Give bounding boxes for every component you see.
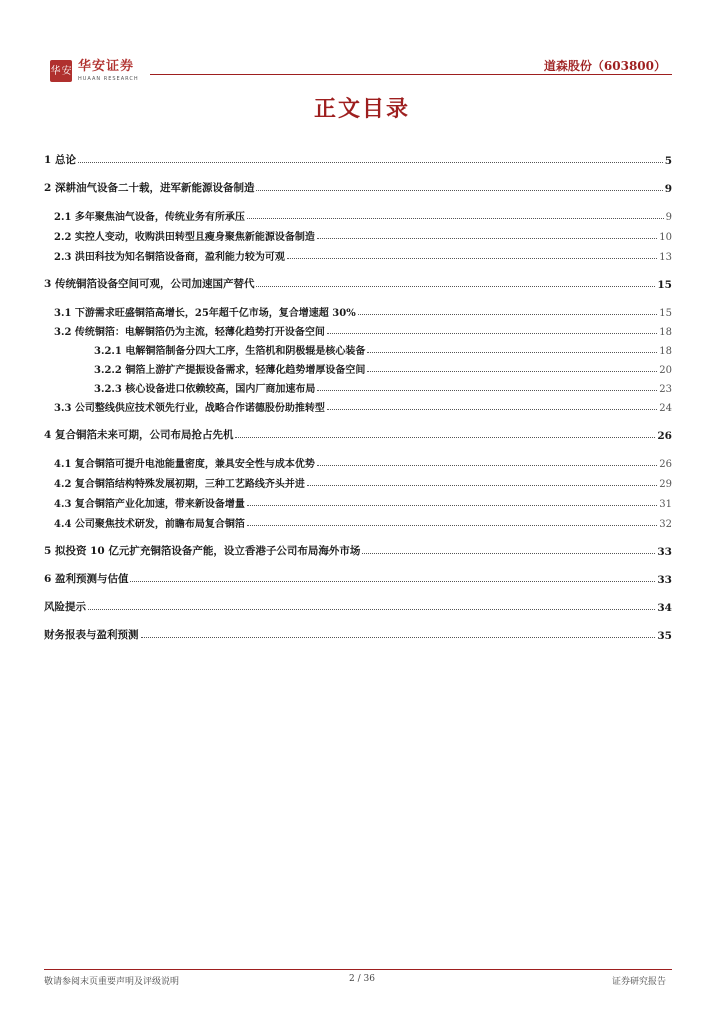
toc-dot-leader <box>317 465 657 466</box>
page-number: 2 / 36 <box>349 974 375 984</box>
toc-entry-page: 34 <box>657 602 672 614</box>
toc-entry-title: 3.2.3 核心设备进口依赖较高，国内厂商加速布局 <box>94 384 316 395</box>
toc-dot-leader <box>327 333 657 334</box>
toc-entry[interactable] <box>44 542 672 558</box>
toc-entry-title: 风险提示 <box>44 601 86 613</box>
page-title: 正文目录 <box>313 96 410 122</box>
toc-entry[interactable] <box>44 227 672 243</box>
toc-entry-page: 33 <box>657 574 672 586</box>
toc-dot-leader <box>130 581 655 582</box>
toc-dot-leader <box>235 437 655 438</box>
toc-entry-page: 32 <box>659 519 672 530</box>
toc-entry-page: 18 <box>659 346 672 357</box>
toc-entry-title: 5 拟投资 10 亿元扩充铜箔设备产能，设立香港子公司布局海外市场 <box>44 545 361 557</box>
toc-entry-page: 9 <box>664 183 672 195</box>
toc-dot-leader <box>247 505 657 506</box>
toc-entry-title: 3.3 公司整线供应技术领先行业，战略合作诺德股份助推转型 <box>54 403 325 414</box>
toc-entry[interactable] <box>44 398 672 414</box>
toc-entry[interactable] <box>44 426 672 442</box>
toc-dot-leader <box>287 258 657 259</box>
toc-entry-title: 2.1 多年聚焦油气设备，传统业务有所承压 <box>54 212 245 223</box>
toc-dot-leader <box>317 238 657 239</box>
toc-entry-page: 35 <box>657 630 672 642</box>
toc-entry-page: 23 <box>659 384 672 395</box>
logo-seal-icon: 华 安 <box>50 60 72 82</box>
toc-entry-title: 1 总论 <box>44 154 76 166</box>
toc-entry[interactable] <box>44 275 672 291</box>
table-of-contents <box>44 151 672 642</box>
toc-dot-leader <box>247 525 657 526</box>
toc-dot-leader <box>88 609 655 610</box>
toc-entry-page: 9 <box>665 212 672 223</box>
stock-name: 道森股份（603800） <box>543 59 666 73</box>
toc-entry[interactable] <box>44 360 672 376</box>
toc-dot-leader <box>367 352 657 353</box>
toc-entry[interactable] <box>44 598 672 614</box>
logo-name: 华安证券 <box>78 59 135 74</box>
toc-entry-page: 33 <box>657 546 672 558</box>
toc-entry-title: 4 复合铜箔未来可期，公司布局抢占先机 <box>44 429 234 441</box>
footer-divider <box>44 969 672 970</box>
toc-entry[interactable] <box>44 494 672 510</box>
toc-dot-leader <box>327 409 657 410</box>
toc-dot-leader <box>78 162 663 163</box>
toc-entry[interactable] <box>44 341 672 357</box>
toc-entry[interactable] <box>44 514 672 530</box>
toc-entry-page: 18 <box>659 327 672 338</box>
toc-entry[interactable] <box>44 322 672 338</box>
toc-entry[interactable] <box>44 474 672 490</box>
toc-entry-title: 财务报表与盈利预测 <box>44 629 139 641</box>
toc-dot-leader <box>256 190 662 191</box>
toc-entry-title: 6 盈利预测与估值 <box>44 573 129 585</box>
toc-entry-title: 2 深耕油气设备二十载，进军新能源设备制造 <box>44 182 255 194</box>
toc-entry-page: 26 <box>659 459 672 470</box>
toc-entry-page: 15 <box>657 279 672 291</box>
toc-entry-title: 3.2.1 电解铜箔制备分四大工序，生箔机和阴极辊是核心装备 <box>94 346 366 357</box>
toc-dot-leader <box>247 218 664 219</box>
toc-entry[interactable] <box>44 454 672 470</box>
header-divider <box>150 74 672 75</box>
toc-entry[interactable] <box>44 379 672 395</box>
toc-entry-title: 4.2 复合铜箔结构特殊发展初期，三种工艺路线齐头并进 <box>54 479 305 490</box>
toc-entry-page: 26 <box>657 430 672 442</box>
toc-entry[interactable] <box>44 247 672 263</box>
toc-entry-page: 13 <box>659 252 672 263</box>
toc-entry-page: 5 <box>664 155 672 167</box>
footer-report-type: 证券研究报告 <box>611 977 666 987</box>
toc-entry-title: 4.1 复合铜箔可提升电池能量密度，兼具安全性与成本优势 <box>54 459 315 470</box>
footer-disclaimer: 敬请参阅末页重要声明及评级说明 <box>44 977 180 987</box>
toc-entry[interactable] <box>44 570 672 586</box>
page-header <box>0 0 724 90</box>
toc-entry-title: 3 传统铜箔设备空间可观，公司加速国产替代 <box>44 278 255 290</box>
toc-dot-leader <box>256 286 655 287</box>
toc-entry-title: 3.1 下游需求旺盛铜箔高增长，25年超千亿市场，复合增速超 30% <box>54 308 356 319</box>
toc-entry[interactable] <box>44 626 672 642</box>
toc-dot-leader <box>367 371 657 372</box>
toc-entry-page: 10 <box>659 232 672 243</box>
logo-english-name: HUAAN RESEARCH <box>78 76 139 82</box>
toc-entry-page: 15 <box>659 308 672 319</box>
toc-entry[interactable] <box>44 303 672 319</box>
toc-dot-leader <box>362 553 655 554</box>
toc-entry-title: 2.3 洪田科技为知名铜箔设备商，盈利能力较为可观 <box>54 252 285 263</box>
toc-entry-page: 29 <box>659 479 672 490</box>
toc-entry-title: 4.3 复合铜箔产业化加速，带来新设备增量 <box>54 499 245 510</box>
toc-entry-title: 4.4 公司聚焦技术研发，前瞻布局复合铜箔 <box>54 519 245 530</box>
toc-entry[interactable] <box>44 179 672 195</box>
toc-dot-leader <box>358 314 658 315</box>
toc-dot-leader <box>141 637 656 638</box>
toc-dot-leader <box>307 485 657 486</box>
company-logo <box>50 60 139 82</box>
toc-entry[interactable] <box>44 207 672 223</box>
toc-entry-page: 20 <box>659 365 672 376</box>
toc-entry-title: 2.2 实控人变动，收购洪田转型且瘦身聚焦新能源设备制造 <box>54 232 315 243</box>
toc-entry-title: 3.2.2 铜箔上游扩产提振设备需求，轻薄化趋势增厚设备空间 <box>94 365 366 376</box>
toc-entry-title: 3.2 传统铜箔：电解铜箔仍为主流，轻薄化趋势打开设备空间 <box>54 327 325 338</box>
toc-entry[interactable] <box>44 151 672 167</box>
toc-dot-leader <box>317 390 657 391</box>
toc-entry-page: 31 <box>659 499 672 510</box>
toc-entry-page: 24 <box>659 403 672 414</box>
